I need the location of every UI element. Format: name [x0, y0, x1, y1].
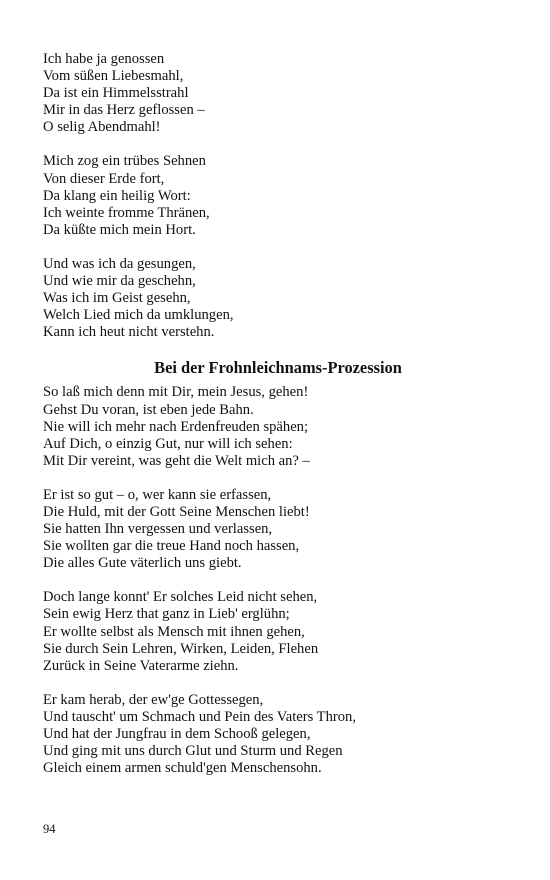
verse-line: Da küßte mich mein Hort. — [43, 221, 196, 238]
verse-line: Ich weinte fromme Thränen, — [43, 204, 210, 221]
verse-line: Und wie mir da geschehn, — [43, 273, 196, 290]
verse-line: Und tauscht' um Schmach und Pein des Vaters Thron, — [43, 708, 356, 725]
verse-line: Auf Dich, o einzig Gut, nur will ich sehen: — [43, 435, 293, 452]
verse-line: Er kam herab, der ew'ge Gottessegen, — [43, 691, 264, 708]
verse-line: Mich zog ein trübes Sehnen — [43, 153, 206, 170]
verse-line: Und was ich da gesungen, — [43, 255, 196, 272]
page-body — [43, 51, 513, 794]
stanza — [43, 384, 513, 469]
poem-frohnleichnam — [43, 358, 513, 777]
verse-line: Und ging mit uns durch Glut und Sturm und Regen — [43, 743, 343, 760]
stanza — [43, 692, 513, 777]
verse-line: Mit Dir vereint, was geht die Welt mich an? – — [43, 452, 310, 469]
verse-line: Sie durch Sein Lehren, Wirken, Leiden, Flehen — [43, 640, 319, 657]
verse-line: Da ist ein Himmelsstrahl — [43, 85, 189, 102]
stanza — [43, 487, 513, 572]
verse-line: Ich habe ja genossen — [43, 51, 165, 67]
verse-line: Er wollte selbst als Mensch mit ihnen gehen, — [43, 623, 305, 640]
verse-line: So laß mich denn mit Dir, mein Jesus, gehen! — [43, 384, 309, 401]
verse-line: Vom süßen Liebesmahl, — [43, 68, 184, 85]
verse-line: Mir in das Herz geflossen – — [43, 102, 205, 119]
verse-line: Er ist so gut – o, wer kann sie erfassen, — [43, 486, 272, 503]
verse-line: Doch lange konnt' Er solches Leid nicht sehen, — [43, 589, 318, 606]
stanza — [43, 153, 513, 238]
verse-line: Zurück in Seine Vaterarme ziehn. — [43, 657, 239, 674]
verse-line: Gehst Du voran, ist eben jede Bahn. — [43, 401, 254, 418]
verse-line: Die alles Gute väterlich uns giebt. — [43, 555, 242, 572]
verse-line: Welch Lied mich da umklungen, — [43, 307, 234, 324]
verse-line: Die Huld, mit der Gott Seine Menschen liebt! — [43, 503, 310, 520]
verse-line: Sie hatten Ihn vergessen und verlassen, — [43, 521, 273, 538]
poem-continuation — [43, 51, 513, 341]
verse-line: O selig Abendmahl! — [43, 119, 161, 136]
verse-line: Sein ewig Herz that ganz in Lieb' erglühn; — [43, 606, 290, 623]
verse-line: Was ich im Geist gesehn, — [43, 290, 191, 307]
stanza — [43, 589, 513, 674]
page-number: 94 — [43, 822, 56, 836]
verse-line: Kann ich heut nicht verstehn. — [43, 324, 215, 341]
poem-title: Bei der Frohnleichnams-Prozession — [154, 358, 402, 378]
verse-line: Und hat der Jungfrau in dem Schooß gelegen, — [43, 726, 311, 742]
stanza — [43, 256, 513, 341]
stanza — [43, 51, 513, 136]
verse-line: Gleich einem armen schuld'gen Menschensohn. — [43, 760, 322, 777]
verse-line: Sie wollten gar die treue Hand noch hassen, — [43, 538, 300, 555]
verse-line: Da klang ein heilig Wort: — [43, 187, 191, 204]
verse-line: Nie will ich mehr nach Erdenfreuden spähen; — [43, 418, 309, 435]
verse-line: Von dieser Erde fort, — [43, 170, 165, 187]
